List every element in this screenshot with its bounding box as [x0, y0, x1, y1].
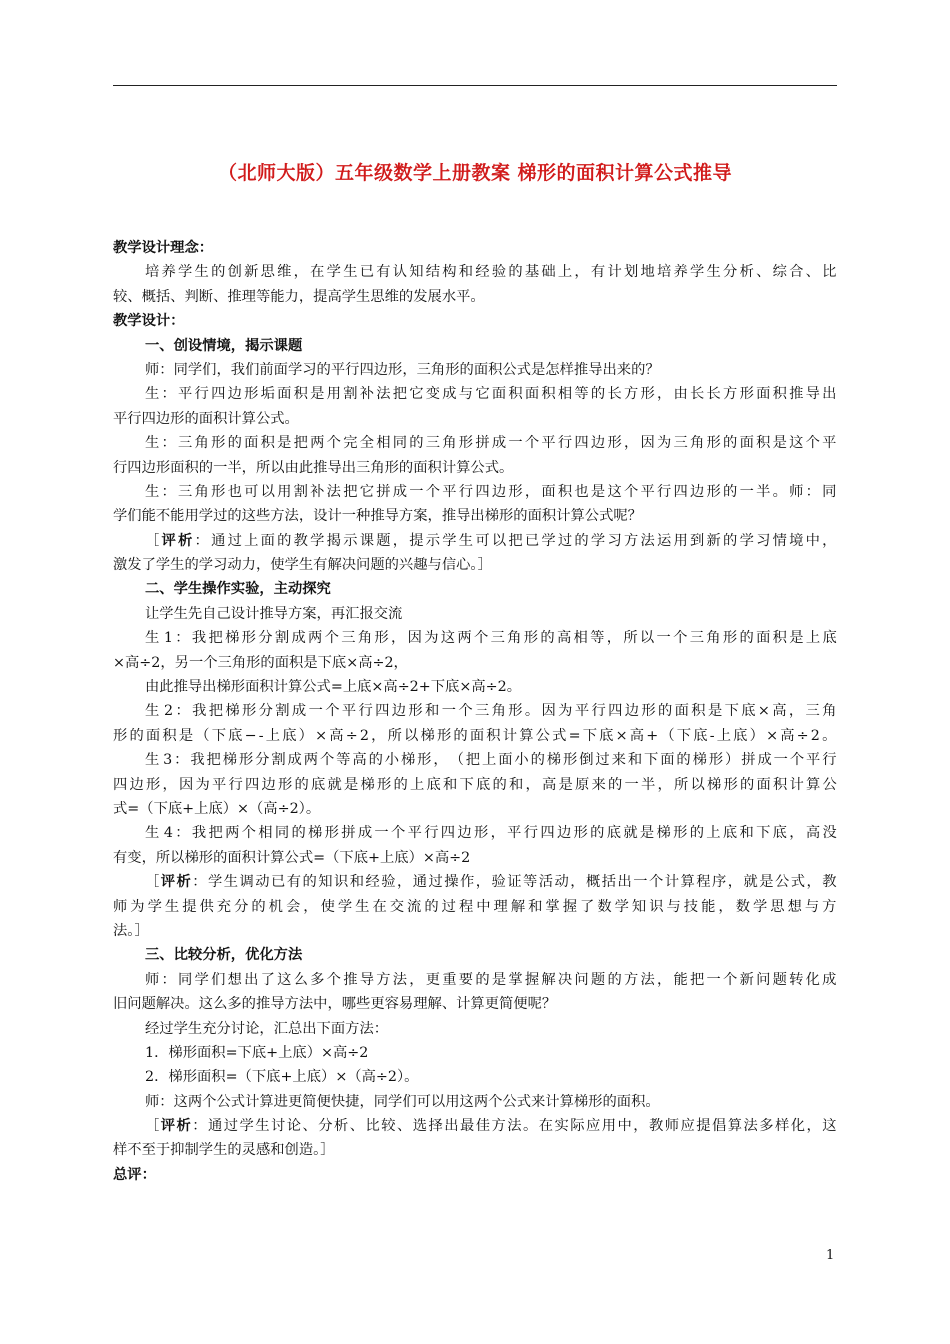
text-line: 师：同学们，我们前面学习的平行四边形，三角形的面积公式是怎样推导出来的？: [145, 361, 660, 378]
document-title: （北师大版）五年级数学上册教案 梯形的面积计算公式推导: [217, 162, 733, 184]
text-line: 让学生先自己设计推导方案，再汇报交流: [145, 605, 403, 622]
text-line: 平行四边形的面积计算公式。: [113, 410, 299, 427]
text-line: 经过学生充分讨论，汇总出下面方法：: [145, 1020, 389, 1037]
text-line: 有变，所以梯形的面积计算公式=（下底+上底）×高÷2: [113, 849, 471, 866]
text-line: 四 边 形 ， 因 为 平 行 四 边 形 的 底 就 是 梯 形 的 上 底 和 下 底 的 和 ， 高 是 原 来 的 一 半 ， 所 以 梯 形 的 面 积 计 算 公: [113, 776, 837, 793]
text-line: 生 ： 三 角 形 也 可 以 用 割 补 法 把 它 拼 成 一 个 平 行 四 边 形 ， 面 积 也 是 这 个 平 行 四 边 形 的 一 半 。 师 ： 同: [145, 483, 837, 500]
text-line: ×高÷2，另一个三角形的面积是下底×高÷2，: [113, 654, 408, 671]
text-line: 行四边形面积的一半，所以由此推导出三角形的面积计算公式。: [113, 459, 514, 476]
text-line: 三、比较分析，优化方法: [145, 947, 303, 964]
document-body: [113, 236, 837, 1187]
text-line: 教学设计理念：: [113, 240, 214, 256]
text-line: ［ 评 析 ： 通 过 上 面 的 教 学 揭 示 课 题 ， 提 示 学 生 可 以 把 已 学 过 的 学 习 方 法 运 用 到 新 的 学 习 情 境 中 ，: [145, 532, 837, 549]
text-line: 培 养 学 生 的 创 新 思 维 ， 在 学 生 已 有 认 知 结 构 和 经 验 的 基 础 上 ， 有 计 划 地 培 养 学 生 分 析 、 综 合 、 比: [145, 264, 837, 281]
text-line: 生 2 ： 我 把 梯 形 分 割 成 一 个 平 行 四 边 形 和 一 个 三 角 形 。 因 为 平 行 四 边 形 的 面 积 是 下 底 × 高 ， 三 角: [145, 703, 837, 720]
text-line: 师 ： 同 学 们 想 出 了 这 么 多 个 推 导 方 法 ， 更 重 要 的 是 掌 握 解 决 问 题 的 方 法 ， 能 把 一 个 新 问 题 转 化 成: [145, 971, 837, 988]
text-line: 生 3 ： 我 把 梯 形 分 割 成 两 个 等 高 的 小 梯 形 ， （ 把 上 面 小 的 梯 形 倒 过 来 和 下 面 的 梯 形 ） 拼 成 一 个 平 行: [145, 752, 837, 769]
text-line: 样不至于抑制学生的灵感和创造。］: [113, 1142, 335, 1159]
text-line: 师 为 学 生 提 供 充 分 的 机 会 ， 使 学 生 在 交 流 的 过 程 中 理 解 和 掌 握 了 数 学 知 识 与 技 能 ， 数 学 思 想 与 方: [113, 898, 837, 915]
text-line: 由此推导出梯形面积计算公式=上底×高÷2+下底×高÷2。: [145, 679, 522, 696]
text-line: ［ 评 析 ： 通 过 学 生 讨 论 、 分 析 、 比 较 、 选 择 出 最 佳 方 法 。 在 实 际 应 用 中 ， 教 师 应 提 倡 算 法 多 样 化 ， 这: [145, 1118, 837, 1135]
text-line: 式=（下底+上底）×（高÷2）。: [113, 800, 321, 817]
text-line: 生 4 ： 我 把 两 个 相 同 的 梯 形 拼 成 一 个 平 行 四 边 形 ， 平 行 四 边 形 的 底 就 是 梯 形 的 上 底 和 下 底 ， 高 没: [145, 825, 837, 842]
text-line: 1．梯形面积=下底+上底）×高÷2: [145, 1044, 369, 1061]
text-line: 师：这两个公式计算进更简便快捷，同学们可以用这两个公式来计算梯形的面积。: [145, 1093, 660, 1110]
header-rule: [113, 85, 837, 86]
page-number: 1: [826, 1248, 835, 1263]
text-line: 旧问题解决。这么多的推导方法中，哪些更容易理解、计算更简便呢？: [113, 996, 557, 1013]
text-line: 生 ： 三 角 形 的 面 积 是 把 两 个 完 全 相 同 的 三 角 形 拼 成 一 个 平 行 四 边 形 ， 因 为 三 角 形 的 面 积 是 这 个 平: [145, 435, 837, 452]
text-line: ［ 评 析 ： 学 生 调 动 已 有 的 知 识 和 经 验 ， 通 过 操 作 ， 验 证 等 活 动 ， 概 括 出 一 个 计 算 程 序 ， 就 是 公 式 ， 教: [145, 874, 837, 891]
text-line: 总评：: [113, 1166, 156, 1183]
text-line: 生 1 ： 我 把 梯 形 分 割 成 两 个 三 角 形 ， 因 为 这 两 个 三 角 形 的 高 相 等 ， 所 以 一 个 三 角 形 的 面 积 是 上 底: [145, 630, 837, 647]
text-line: 形 的 面 积 是 （ 下 底 − - 上 底 ） × 高 ÷ 2 ， 所 以 梯 形 的 面 积 计 算 公 式 = 下 底 × 高 + （ 下 底 - 上 底 ） × 高 ÷ 2 。: [113, 727, 837, 744]
text-line: 2．梯形面积=（下底+上底）×（高÷2）。: [145, 1069, 419, 1086]
text-line: 激发了学生的学习动力，使学生有解决问题的兴趣与信心。］: [113, 557, 492, 574]
text-line: 法。］: [113, 922, 149, 939]
text-line: 生 ： 平 行 四 边 形 垢 面 积 是 用 割 补 法 把 它 变 成 与 它 面 积 面 积 相 等 的 长 方 形 ， 由 长 长 方 形 面 积 推 导 出: [145, 386, 837, 403]
text-line: 一、创设情境，揭示课题: [145, 337, 303, 354]
text-line: 教学设计：: [113, 313, 185, 330]
text-line: 较、概括、判断、推理等能力，提高学生思维的发展水平。: [113, 288, 485, 305]
text-line: 二、学生操作实验，主动探究: [145, 581, 331, 598]
text-line: 学们能不能用学过的这些方法，设计一种推导方案，推导出梯形的面积计算公式呢？: [113, 508, 642, 525]
